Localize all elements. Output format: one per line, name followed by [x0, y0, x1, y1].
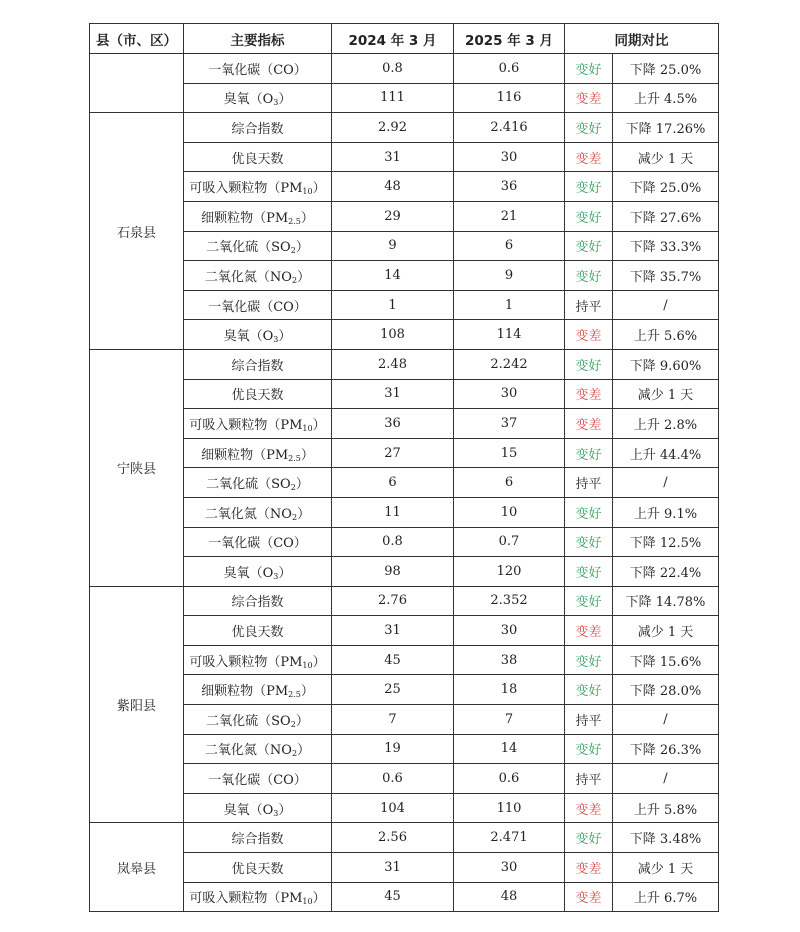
- indicator-cell: [184, 349, 332, 379]
- indicator-label: 细颗粒物（PM: [201, 210, 289, 226]
- change-cell: /: [613, 290, 719, 320]
- trend-cell: 变好: [565, 438, 613, 468]
- table-row: [90, 645, 719, 675]
- indicator-suffix: ）: [300, 684, 314, 700]
- trend-cell: 变差: [565, 142, 613, 172]
- indicator-suffix: ）: [300, 447, 314, 463]
- table-row: [90, 734, 719, 764]
- value-2025-cell: 6: [454, 468, 565, 498]
- indicator-cell: [184, 853, 332, 883]
- table-row: [90, 290, 719, 320]
- value-2025-cell: 30: [454, 853, 565, 883]
- trend-cell: 变好: [565, 557, 613, 587]
- table-row: [90, 54, 719, 84]
- header-year-2025: 2025 年 3 月: [454, 24, 565, 54]
- value-2024-cell: 31: [332, 142, 454, 172]
- indicator-label: 二氧化氮（NO: [204, 269, 292, 285]
- indicator-label: 二氧化硫（SO: [206, 477, 291, 493]
- indicator-subscript: 3: [273, 98, 279, 108]
- change-cell: 上升 4.5%: [613, 83, 719, 113]
- indicator-cell: [184, 793, 332, 823]
- indicator-subscript: 3: [273, 571, 279, 581]
- value-2024-cell: 1: [332, 290, 454, 320]
- indicator-cell: [184, 645, 332, 675]
- indicator-subscript: 3: [273, 808, 279, 818]
- indicator-suffix: ）: [312, 654, 326, 670]
- value-2025-cell: 114: [454, 320, 565, 350]
- trend-cell: 变差: [565, 83, 613, 113]
- value-2025-cell: 48: [454, 882, 565, 912]
- table-row: [90, 83, 719, 113]
- indicator-label: 臭氧（O: [223, 802, 274, 818]
- value-2025-cell: 18: [454, 675, 565, 705]
- table-row: [90, 527, 719, 557]
- table-row: [90, 882, 719, 912]
- indicator-label: 综合指数: [231, 832, 284, 848]
- indicator-label: 可吸入颗粒物（PM: [189, 417, 303, 433]
- indicator-suffix: ）: [297, 506, 311, 522]
- county-cell: 石泉县: [90, 113, 184, 350]
- table-row: [90, 675, 719, 705]
- value-2024-cell: 9: [332, 231, 454, 261]
- indicator-label: 优良天数: [231, 151, 284, 167]
- value-2025-cell: 1: [454, 290, 565, 320]
- header-row: [90, 24, 719, 54]
- indicator-label: 一氧化碳（CO）: [208, 299, 307, 315]
- trend-cell: 持平: [565, 705, 613, 735]
- change-cell: 上升 9.1%: [613, 497, 719, 527]
- indicator-suffix: ）: [278, 802, 292, 818]
- value-2025-cell: 37: [454, 409, 565, 439]
- air-quality-table: [89, 23, 719, 912]
- indicator-suffix: ）: [300, 210, 314, 226]
- trend-cell: 变差: [565, 853, 613, 883]
- value-2025-cell: 14: [454, 734, 565, 764]
- value-2024-cell: 45: [332, 882, 454, 912]
- indicator-cell: [184, 290, 332, 320]
- indicator-label: 综合指数: [231, 358, 284, 374]
- indicator-subscript: 2: [290, 246, 296, 256]
- value-2024-cell: 31: [332, 616, 454, 646]
- indicator-label: 二氧化硫（SO: [206, 713, 291, 729]
- indicator-suffix: ）: [295, 477, 309, 493]
- trend-cell: 变差: [565, 793, 613, 823]
- indicator-cell: [184, 882, 332, 912]
- value-2025-cell: 0.6: [454, 764, 565, 794]
- table-row: [90, 853, 719, 883]
- value-2024-cell: 104: [332, 793, 454, 823]
- table-row: [90, 557, 719, 587]
- indicator-subscript: 3: [273, 335, 279, 345]
- indicator-label: 二氧化氮（NO: [204, 506, 292, 522]
- change-cell: 下降 35.7%: [613, 261, 719, 291]
- indicator-label: 臭氧（O: [223, 92, 274, 108]
- indicator-label: 一氧化碳（CO）: [208, 773, 307, 789]
- indicator-label: 二氧化硫（SO: [206, 240, 291, 256]
- table-row: [90, 142, 719, 172]
- change-cell: /: [613, 468, 719, 498]
- value-2025-cell: 116: [454, 83, 565, 113]
- indicator-subscript: 2: [290, 483, 296, 493]
- table-row: [90, 438, 719, 468]
- value-2024-cell: 25: [332, 675, 454, 705]
- value-2024-cell: 2.92: [332, 113, 454, 143]
- change-cell: 减少 1 天: [613, 853, 719, 883]
- trend-cell: 变好: [565, 172, 613, 202]
- trend-cell: 变好: [565, 113, 613, 143]
- indicator-suffix: ）: [297, 743, 311, 759]
- table-row: [90, 793, 719, 823]
- value-2024-cell: 36: [332, 409, 454, 439]
- value-2024-cell: 2.76: [332, 586, 454, 616]
- indicator-subscript: 2.5: [288, 453, 301, 463]
- trend-cell: 变好: [565, 734, 613, 764]
- trend-cell: 变好: [565, 645, 613, 675]
- indicator-suffix: ）: [297, 269, 311, 285]
- county-cell: 宁陕县: [90, 349, 184, 586]
- value-2025-cell: 36: [454, 172, 565, 202]
- change-cell: /: [613, 764, 719, 794]
- indicator-subscript: 2: [291, 512, 298, 522]
- indicator-label: 综合指数: [231, 121, 284, 137]
- table-row: [90, 705, 719, 735]
- trend-cell: 变差: [565, 616, 613, 646]
- value-2024-cell: 48: [332, 172, 454, 202]
- indicator-cell: [184, 231, 332, 261]
- table-row: [90, 261, 719, 291]
- county-cell: [90, 54, 184, 113]
- trend-cell: 变好: [565, 586, 613, 616]
- change-cell: 上升 5.8%: [613, 793, 719, 823]
- indicator-subscript: 2: [291, 275, 298, 285]
- trend-cell: 变好: [565, 497, 613, 527]
- table-header: [90, 24, 719, 54]
- change-cell: 减少 1 天: [613, 142, 719, 172]
- trend-cell: 变好: [565, 231, 613, 261]
- trend-cell: 持平: [565, 468, 613, 498]
- change-cell: 下降 25.0%: [613, 172, 719, 202]
- value-2024-cell: 98: [332, 557, 454, 587]
- value-2024-cell: 29: [332, 201, 454, 231]
- value-2025-cell: 2.352: [454, 586, 565, 616]
- indicator-suffix: ）: [295, 240, 309, 256]
- value-2024-cell: 31: [332, 379, 454, 409]
- indicator-subscript: 2.5: [288, 216, 301, 226]
- indicator-label: 一氧化碳（CO）: [208, 536, 307, 552]
- table-row: [90, 616, 719, 646]
- value-2025-cell: 2.242: [454, 349, 565, 379]
- indicator-cell: [184, 675, 332, 705]
- change-cell: 下降 12.5%: [613, 527, 719, 557]
- table-row: [90, 379, 719, 409]
- value-2025-cell: 2.471: [454, 823, 565, 853]
- value-2024-cell: 31: [332, 853, 454, 883]
- value-2024-cell: 27: [332, 438, 454, 468]
- change-cell: 下降 14.78%: [613, 586, 719, 616]
- indicator-cell: [184, 142, 332, 172]
- indicator-subscript: 2: [291, 749, 298, 759]
- indicator-label: 细颗粒物（PM: [201, 684, 289, 700]
- table-row: [90, 409, 719, 439]
- indicator-cell: [184, 527, 332, 557]
- value-2025-cell: 7: [454, 705, 565, 735]
- trend-cell: 变好: [565, 261, 613, 291]
- change-cell: 上升 6.7%: [613, 882, 719, 912]
- change-cell: 下降 28.0%: [613, 675, 719, 705]
- trend-cell: 持平: [565, 290, 613, 320]
- indicator-subscript: 10: [302, 423, 313, 433]
- indicator-cell: [184, 764, 332, 794]
- indicator-label: 优良天数: [231, 861, 284, 877]
- indicator-label: 二氧化氮（NO: [204, 743, 292, 759]
- value-2024-cell: 108: [332, 320, 454, 350]
- indicator-suffix: ）: [295, 713, 309, 729]
- value-2025-cell: 0.6: [454, 54, 565, 84]
- value-2025-cell: 9: [454, 261, 565, 291]
- indicator-cell: [184, 261, 332, 291]
- header-comparison: 同期对比: [565, 24, 719, 54]
- trend-cell: 变好: [565, 201, 613, 231]
- value-2024-cell: 14: [332, 261, 454, 291]
- change-cell: 下降 22.4%: [613, 557, 719, 587]
- value-2024-cell: 111: [332, 83, 454, 113]
- trend-cell: 变差: [565, 379, 613, 409]
- table-row: [90, 764, 719, 794]
- county-cell: 岚皋县: [90, 823, 184, 912]
- value-2025-cell: 15: [454, 438, 565, 468]
- table-row: [90, 172, 719, 202]
- trend-cell: 持平: [565, 764, 613, 794]
- indicator-cell: [184, 54, 332, 84]
- trend-cell: 变好: [565, 823, 613, 853]
- change-cell: 减少 1 天: [613, 379, 719, 409]
- indicator-suffix: ）: [312, 181, 326, 197]
- change-cell: 下降 3.48%: [613, 823, 719, 853]
- table-row: [90, 823, 719, 853]
- trend-cell: 变差: [565, 320, 613, 350]
- change-cell: 下降 27.6%: [613, 201, 719, 231]
- change-cell: 下降 17.26%: [613, 113, 719, 143]
- change-cell: /: [613, 705, 719, 735]
- change-cell: 下降 15.6%: [613, 645, 719, 675]
- indicator-suffix: ）: [312, 417, 326, 433]
- trend-cell: 变好: [565, 675, 613, 705]
- indicator-label: 细颗粒物（PM: [201, 447, 289, 463]
- change-cell: 上升 2.8%: [613, 409, 719, 439]
- indicator-cell: [184, 823, 332, 853]
- indicator-cell: [184, 113, 332, 143]
- trend-cell: 变好: [565, 349, 613, 379]
- value-2025-cell: 30: [454, 142, 565, 172]
- value-2025-cell: 6: [454, 231, 565, 261]
- header-county: 县（市、区）: [90, 24, 184, 54]
- value-2024-cell: 7: [332, 705, 454, 735]
- value-2025-cell: 30: [454, 616, 565, 646]
- change-cell: 上升 5.6%: [613, 320, 719, 350]
- value-2025-cell: 30: [454, 379, 565, 409]
- indicator-subscript: 10: [302, 660, 313, 670]
- value-2024-cell: 6: [332, 468, 454, 498]
- indicator-cell: [184, 201, 332, 231]
- indicator-suffix: ）: [278, 565, 292, 581]
- indicator-cell: [184, 379, 332, 409]
- value-2025-cell: 38: [454, 645, 565, 675]
- indicator-cell: [184, 320, 332, 350]
- indicator-cell: [184, 438, 332, 468]
- value-2025-cell: 10: [454, 497, 565, 527]
- table-row: [90, 201, 719, 231]
- trend-cell: 变好: [565, 54, 613, 84]
- indicator-cell: [184, 705, 332, 735]
- table-row: [90, 320, 719, 350]
- value-2024-cell: 0.8: [332, 54, 454, 84]
- change-cell: 减少 1 天: [613, 616, 719, 646]
- indicator-subscript: 2: [290, 719, 296, 729]
- table-row: [90, 468, 719, 498]
- indicator-subscript: 10: [302, 897, 313, 907]
- indicator-subscript: 2.5: [288, 690, 301, 700]
- change-cell: 下降 9.60%: [613, 349, 719, 379]
- value-2024-cell: 19: [332, 734, 454, 764]
- indicator-label: 臭氧（O: [223, 565, 274, 581]
- indicator-label: 可吸入颗粒物（PM: [189, 654, 303, 670]
- indicator-cell: [184, 172, 332, 202]
- trend-cell: 变好: [565, 527, 613, 557]
- indicator-cell: [184, 468, 332, 498]
- table-row: [90, 231, 719, 261]
- value-2024-cell: 11: [332, 497, 454, 527]
- table-row: [90, 349, 719, 379]
- trend-cell: 变差: [565, 409, 613, 439]
- table-row: [90, 497, 719, 527]
- change-cell: 上升 44.4%: [613, 438, 719, 468]
- value-2024-cell: 45: [332, 645, 454, 675]
- change-cell: 下降 25.0%: [613, 54, 719, 84]
- value-2025-cell: 21: [454, 201, 565, 231]
- indicator-cell: [184, 586, 332, 616]
- indicator-suffix: ）: [278, 329, 292, 345]
- indicator-label: 综合指数: [231, 595, 284, 611]
- header-indicator: 主要指标: [184, 24, 332, 54]
- table-row: [90, 113, 719, 143]
- indicator-label: 可吸入颗粒物（PM: [189, 181, 303, 197]
- indicator-cell: [184, 497, 332, 527]
- indicator-cell: [184, 734, 332, 764]
- indicator-suffix: ）: [312, 891, 326, 907]
- table-body: [90, 54, 719, 912]
- change-cell: 下降 26.3%: [613, 734, 719, 764]
- trend-cell: 变差: [565, 882, 613, 912]
- indicator-subscript: 10: [302, 187, 313, 197]
- value-2024-cell: 2.56: [332, 823, 454, 853]
- county-cell: 紫阳县: [90, 586, 184, 823]
- value-2024-cell: 0.8: [332, 527, 454, 557]
- indicator-cell: [184, 616, 332, 646]
- indicator-label: 可吸入颗粒物（PM: [189, 891, 303, 907]
- value-2025-cell: 0.7: [454, 527, 565, 557]
- change-cell: 下降 33.3%: [613, 231, 719, 261]
- indicator-label: 优良天数: [231, 388, 284, 404]
- indicator-label: 臭氧（O: [223, 329, 274, 345]
- indicator-suffix: ）: [278, 92, 292, 108]
- table-row: [90, 586, 719, 616]
- header-year-2024: 2024 年 3 月: [332, 24, 454, 54]
- indicator-cell: [184, 83, 332, 113]
- value-2025-cell: 110: [454, 793, 565, 823]
- indicator-cell: [184, 557, 332, 587]
- indicator-cell: [184, 409, 332, 439]
- value-2024-cell: 2.48: [332, 349, 454, 379]
- value-2025-cell: 2.416: [454, 113, 565, 143]
- indicator-label: 一氧化碳（CO）: [208, 62, 307, 78]
- value-2024-cell: 0.6: [332, 764, 454, 794]
- indicator-label: 优良天数: [231, 625, 284, 641]
- value-2025-cell: 120: [454, 557, 565, 587]
